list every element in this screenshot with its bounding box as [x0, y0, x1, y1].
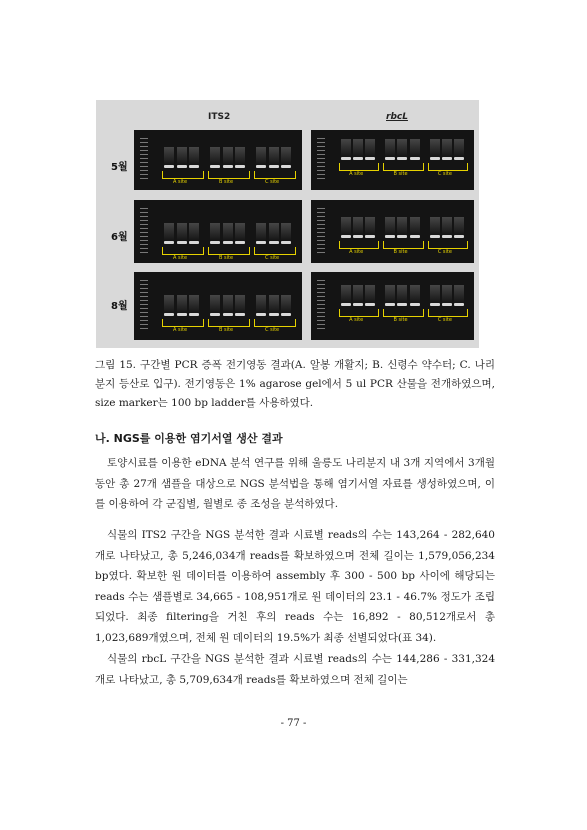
pcr-band	[256, 313, 266, 316]
lane-smear	[269, 295, 279, 313]
lane-smear	[385, 217, 395, 235]
lane-smear	[442, 285, 452, 303]
lane-smear	[210, 295, 220, 313]
paragraph-1: 토양시료를 이용한 eDNA 분석 연구를 위해 울릉도 나리분지 내 3개 지역에서 3개월 동안 총 27개 샘플을 대상으로 NGS 분석법을 통해 염기서열 자료를 생성하였으며, 이를 이용하여 각 군집별, 월별로 종 조성을 분석하였다.	[95, 457, 495, 510]
pcr-band	[281, 313, 291, 316]
lane-smear	[235, 295, 245, 313]
site-label: A site	[173, 179, 188, 185]
lane-smear	[454, 285, 464, 303]
ladder-lane	[140, 280, 148, 332]
section-title: 나. NGS를 이용한 염기서열 생산 결과	[95, 432, 283, 445]
lane-smear	[269, 223, 279, 241]
pcr-band	[223, 165, 233, 168]
gel-its2-may	[134, 130, 302, 190]
pcr-band	[454, 235, 464, 238]
pcr-band	[397, 303, 407, 306]
lane-smear	[442, 139, 452, 157]
pcr-band	[385, 157, 395, 160]
site-label: B site	[393, 171, 408, 177]
page-number: - 77 -	[280, 718, 307, 729]
site-bracket	[339, 163, 379, 171]
site-bracket	[208, 319, 250, 327]
site-bracket	[428, 163, 468, 171]
lane-smear	[281, 295, 291, 313]
pcr-band	[269, 241, 279, 244]
lane-smear	[256, 223, 266, 241]
lane-smear	[269, 147, 279, 165]
site-bracket	[162, 319, 204, 327]
month-label-may: 5월	[111, 162, 128, 173]
lane-smear	[454, 139, 464, 157]
lane-smear	[341, 217, 351, 235]
lane-smear	[189, 223, 199, 241]
site-bracket	[254, 171, 296, 179]
paragraph-3: 식물의 rbcL 구간을 NGS 분석한 결과 시료별 reads의 수는 144,286 - 331,324개로 나타났고, 총 5,709,634개 reads를 확보하였으며 전체 길이는	[95, 653, 495, 686]
pcr-band	[281, 241, 291, 244]
site-label: C site	[265, 327, 280, 333]
gel-electrophoresis-figure	[96, 100, 479, 348]
lane-smear	[353, 139, 363, 157]
lane-smear	[385, 285, 395, 303]
site-bracket	[208, 171, 250, 179]
site-label: A site	[349, 171, 364, 177]
site-label: B site	[219, 255, 234, 261]
ladder-lane	[140, 138, 148, 182]
lane-smear	[164, 223, 174, 241]
pcr-band	[189, 313, 199, 316]
pcr-band	[256, 165, 266, 168]
pcr-band	[397, 157, 407, 160]
lane-smear	[341, 285, 351, 303]
pcr-band	[353, 157, 363, 160]
pcr-band	[177, 313, 187, 316]
month-label-august: 8월	[111, 301, 128, 312]
month-label-june: 6월	[111, 232, 128, 243]
lane-smear	[365, 139, 375, 157]
site-label: B site	[219, 179, 234, 185]
pcr-band	[269, 313, 279, 316]
site-label: C site	[265, 255, 280, 261]
pcr-band	[164, 313, 174, 316]
gel-its2-june	[134, 200, 302, 263]
lane-smear	[177, 295, 187, 313]
site-label: A site	[349, 249, 364, 255]
pcr-band	[442, 157, 452, 160]
pcr-band	[365, 235, 375, 238]
pcr-band	[189, 165, 199, 168]
site-label: A site	[349, 317, 364, 323]
site-label: C site	[437, 249, 452, 255]
lane-smear	[177, 147, 187, 165]
pcr-band	[430, 157, 440, 160]
site-bracket	[162, 171, 204, 179]
pcr-band	[365, 157, 375, 160]
site-bracket	[339, 241, 379, 249]
figure-caption: 그림 15. 구간별 PCR 증폭 전기영동 결과(A. 알봉 개활지; B. 신령수 약수터; C. 나리분지 등산로 입구). 전기영동은 1% agarose gel에서 5 ul PCR 산물을 전개하였으며, size marker는 100 bp ladder를 사용하였다.	[95, 359, 495, 409]
pcr-band	[397, 235, 407, 238]
pcr-band	[177, 241, 187, 244]
site-label: B site	[393, 249, 408, 255]
pcr-band	[353, 235, 363, 238]
ladder-lane	[140, 208, 148, 255]
site-bracket	[162, 247, 204, 255]
site-label: A site	[173, 255, 188, 261]
site-label: C site	[265, 179, 280, 185]
gel-rbcl-august	[311, 272, 474, 340]
lane-smear	[341, 139, 351, 157]
pcr-band	[341, 303, 351, 306]
pcr-band	[353, 303, 363, 306]
lane-smear	[235, 223, 245, 241]
pcr-band	[385, 303, 395, 306]
lane-smear	[281, 147, 291, 165]
site-bracket	[339, 309, 379, 317]
pcr-band	[223, 313, 233, 316]
lane-smear	[353, 217, 363, 235]
pcr-band	[164, 165, 174, 168]
lane-smear	[430, 139, 440, 157]
pcr-band	[410, 235, 420, 238]
site-bracket	[383, 163, 423, 171]
pcr-band	[442, 235, 452, 238]
lane-smear	[442, 217, 452, 235]
site-bracket	[383, 309, 423, 317]
pcr-band	[454, 157, 464, 160]
site-bracket	[208, 247, 250, 255]
pcr-band	[442, 303, 452, 306]
pcr-band	[341, 235, 351, 238]
site-bracket	[254, 319, 296, 327]
ladder-lane	[317, 280, 325, 332]
lane-smear	[410, 217, 420, 235]
lane-smear	[385, 139, 395, 157]
lane-smear	[410, 285, 420, 303]
pcr-band	[235, 313, 245, 316]
gel-its2-august	[134, 272, 302, 340]
pcr-band	[269, 165, 279, 168]
pcr-band	[281, 165, 291, 168]
lane-smear	[223, 147, 233, 165]
pcr-band	[210, 313, 220, 316]
site-label: B site	[393, 317, 408, 323]
pcr-band	[454, 303, 464, 306]
pcr-band	[430, 303, 440, 306]
site-bracket	[428, 241, 468, 249]
pcr-band	[385, 235, 395, 238]
pcr-band	[223, 241, 233, 244]
lane-smear	[430, 217, 440, 235]
lane-smear	[397, 285, 407, 303]
site-label: C site	[437, 317, 452, 323]
site-bracket	[383, 241, 423, 249]
pcr-band	[235, 241, 245, 244]
pcr-band	[410, 157, 420, 160]
rbcl-header: rbcL	[386, 112, 408, 122]
lane-smear	[397, 217, 407, 235]
lane-smear	[164, 147, 174, 165]
site-label: B site	[219, 327, 234, 333]
pcr-band	[235, 165, 245, 168]
pcr-band	[189, 241, 199, 244]
paragraph-2: 식물의 ITS2 구간을 NGS 분석한 결과 시료별 reads의 수는 143,264 - 282,640개로 나타났고, 총 5,246,034개 reads를 확보하였으며 전체 길이는 1,579,056,234 bp였다. 확보한 원 데이터를 이용하여 assembly 후 300 - 500 bp 사이에 해당되는 reads 수는 샘플별로 34,665 - 108,951개로 원 데이터의 23.1 - 46.7% 정도가 조립되었다. 최종 filtering을 거친 후의 reads 수는 16,892 - 80,512개로서 총 1,023,689개였으며, 전체 원 데이터의 19.5%가 최종 선별되었다(표 34).	[95, 529, 495, 644]
lane-smear	[430, 285, 440, 303]
gel-rbcl-may	[311, 130, 474, 190]
site-label: C site	[437, 171, 452, 177]
pcr-band	[177, 165, 187, 168]
lane-smear	[281, 223, 291, 241]
pcr-band	[430, 235, 440, 238]
lane-smear	[353, 285, 363, 303]
lane-smear	[256, 295, 266, 313]
lane-smear	[210, 147, 220, 165]
lane-smear	[189, 295, 199, 313]
ladder-lane	[317, 138, 325, 182]
ladder-lane	[317, 208, 325, 255]
pcr-band	[365, 303, 375, 306]
lane-smear	[365, 285, 375, 303]
site-bracket	[428, 309, 468, 317]
pcr-band	[210, 241, 220, 244]
lane-smear	[410, 139, 420, 157]
lane-smear	[177, 223, 187, 241]
lane-smear	[397, 139, 407, 157]
lane-smear	[256, 147, 266, 165]
lane-smear	[223, 295, 233, 313]
lane-smear	[235, 147, 245, 165]
its2-header: ITS2	[208, 112, 231, 122]
lane-smear	[454, 217, 464, 235]
lane-smear	[365, 217, 375, 235]
pcr-band	[164, 241, 174, 244]
lane-smear	[223, 223, 233, 241]
pcr-band	[410, 303, 420, 306]
site-bracket	[254, 247, 296, 255]
gel-rbcl-june	[311, 200, 474, 263]
lane-smear	[189, 147, 199, 165]
site-label: A site	[173, 327, 188, 333]
pcr-band	[210, 165, 220, 168]
pcr-band	[256, 241, 266, 244]
lane-smear	[210, 223, 220, 241]
lane-smear	[164, 295, 174, 313]
pcr-band	[341, 157, 351, 160]
